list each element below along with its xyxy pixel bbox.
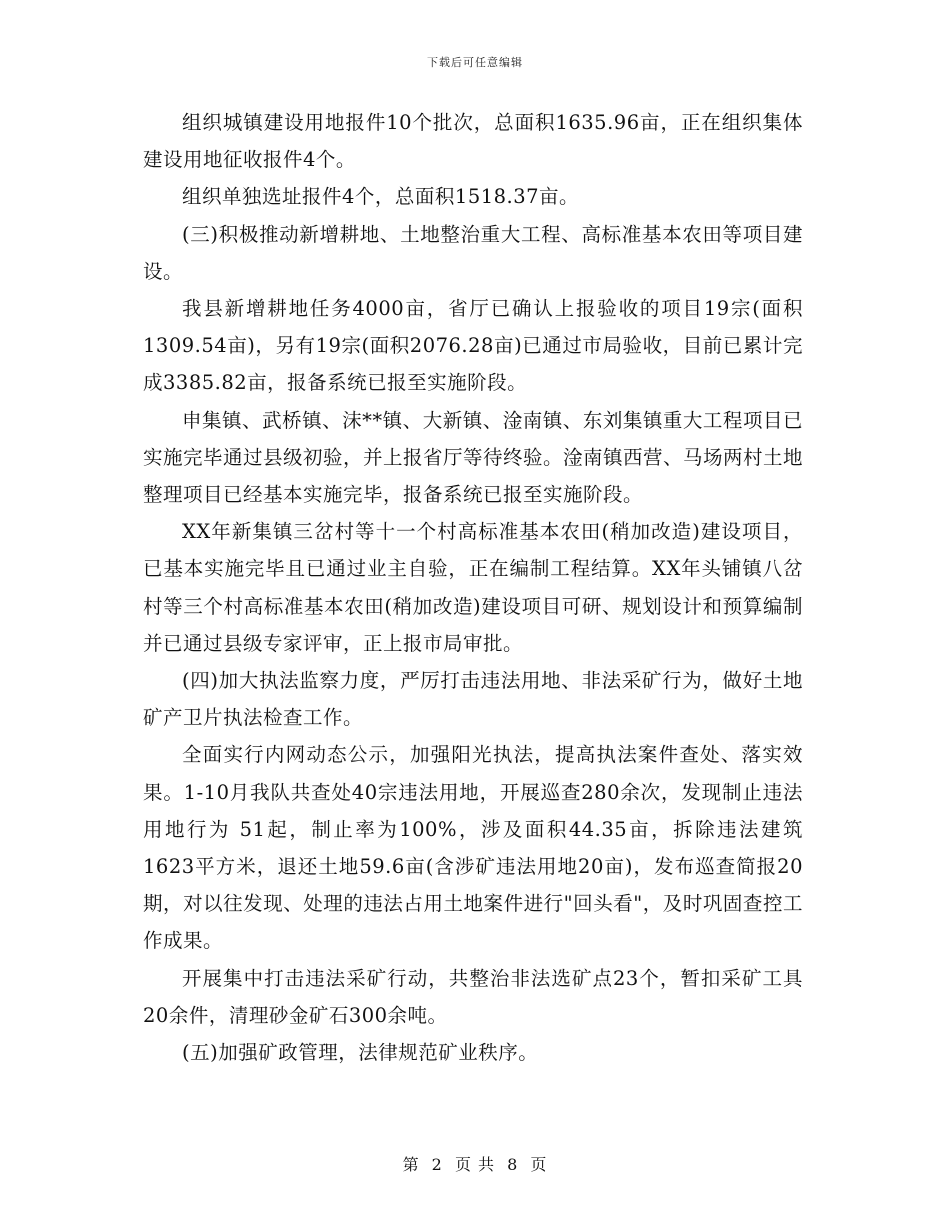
paragraph: 组织单独选址报件4个，总面积1518.37亩。 <box>182 185 580 209</box>
page-footer <box>0 1152 950 1175</box>
header-note: 下载后可任意编辑 <box>427 56 523 69</box>
footer-prefix: 第 <box>402 1155 420 1174</box>
paragraph: 全面实行内网动态公示，加强阳光执法，提高执法案件查处、落实效果。1-10月我队共查处40宗违法用地，开展巡查280余次，发现制止违法用地行为 51起，制止率为100%，涉及面积44.35亩，拆除违法建筑1623平方米，退还土地59.6亩(含涉矿违法用地20亩)，发布巡查简报20期，对以往发现、处理的违法占用土地案件进行"回头看"，及时巩固查控工作成果。 <box>143 743 803 953</box>
section-heading: (三)积极推动新增耕地、土地整治重大工程、高标准基本农田等项目建设。 <box>143 222 803 283</box>
footer-suffix: 页 <box>530 1155 548 1174</box>
section-heading: (四)加大执法监察力度，严厉打击违法用地、非法采矿行为，做好土地矿产卫片执法检查工作。 <box>143 669 803 730</box>
paragraph: 组织城镇建设用地报件10个批次，总面积1635.96亩，正在组织集体建设用地征收报件4个。 <box>143 111 803 172</box>
paragraph: 我县新增耕地任务4000亩，省厅已确认上报验收的项目19宗(面积1309.54亩)，另有19宗(面积2076.28亩)已通过市局验收，目前已累计完成3385.82亩，报备系统已报至实施阶段。 <box>143 297 803 395</box>
section-heading: (五)加强矿政管理，法律规范矿业秩序。 <box>182 1041 539 1065</box>
footer-middle: 页 共 <box>454 1155 496 1174</box>
document-body <box>143 104 803 1071</box>
current-page-number: 2 <box>431 1155 443 1174</box>
paragraph: 开展集中打击违法采矿行动，共整治非法选矿点23个，暂扣采矿工具20余件，清理砂金矿石300余吨。 <box>143 966 803 1027</box>
total-page-number: 8 <box>507 1155 519 1174</box>
paragraph: 申集镇、武桥镇、沫**镇、大新镇、淦南镇、东刘集镇重大工程项目已实施完毕通过县级初验，并上报省厅等待终验。淦南镇西营、马场两村土地整理项目已经基本实施完毕，报备系统已报至实施阶段。 <box>143 408 804 507</box>
paragraph: XX年新集镇三岔村等十一个村高标准基本农田(稍加改造)建设项目，已基本实施完毕且已通过业主自验，正在编制工程结算。XX年头铺镇八岔村等三个村高标准基本农田(稍加改造)建设项目可研、规划设计和预算编制并已通过县级专家评审，正上报市局审批。 <box>143 520 803 655</box>
